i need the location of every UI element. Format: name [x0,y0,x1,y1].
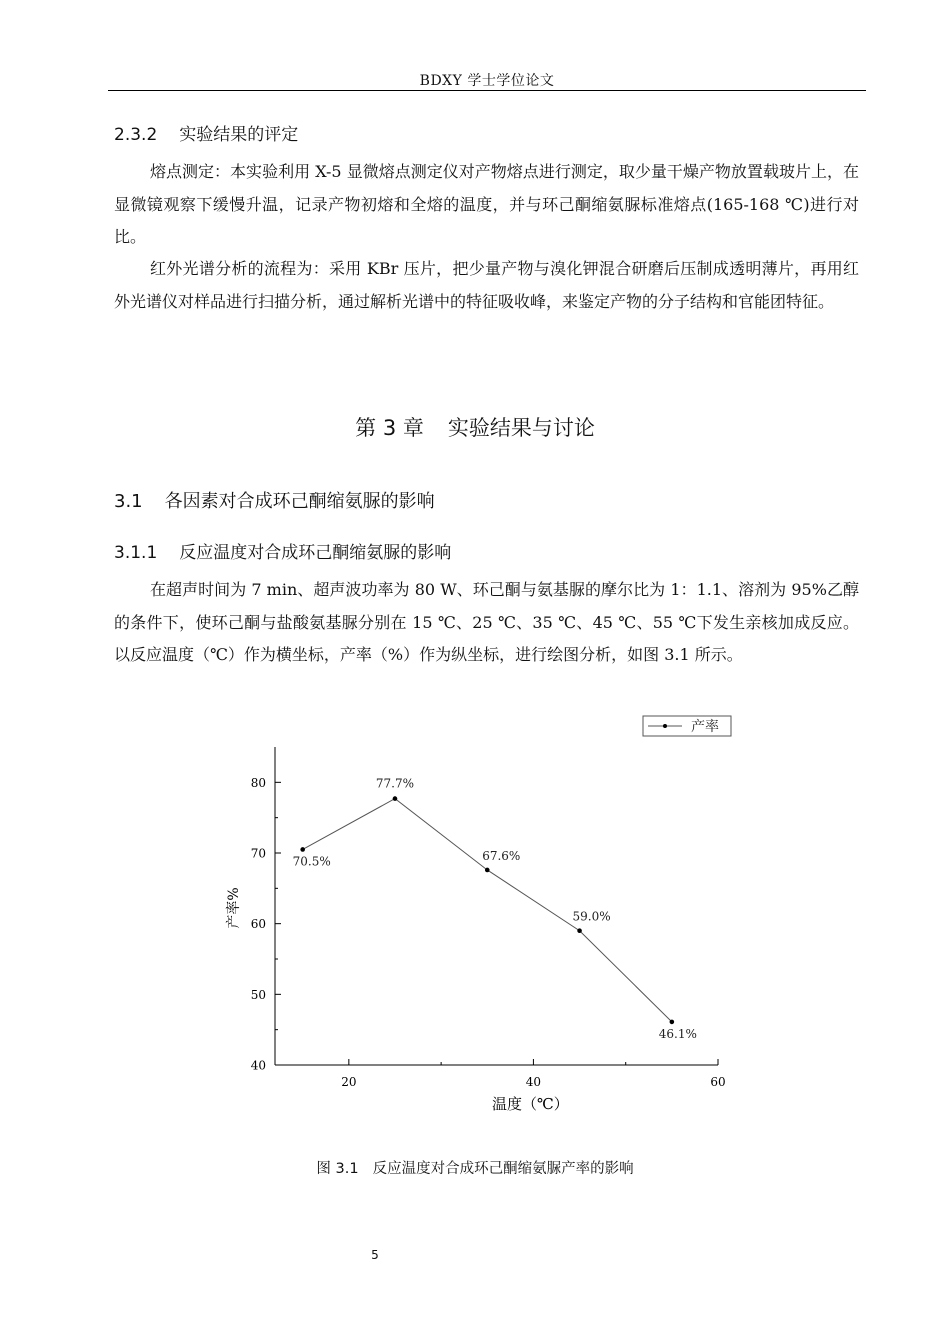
figure-number: 图 3.1 [316,1161,359,1177]
data-point [485,868,490,873]
chart-axes [225,747,718,1113]
section-number: 3.1.1 [114,543,158,563]
page-number: 5 [371,1248,379,1262]
figure-caption [0,1157,950,1178]
y-tick-label: 50 [250,987,266,1002]
data-point [577,928,582,933]
paragraph-ir-spectrum: 红外光谱分析的流程为：采用 KBr 压片，把少量产物与溴化钾混合研磨后压制成透明薄片，再用红外光谱仪对样品进行扫描分析，通过解析光谱中的特征吸收峰，来鉴定产物的分子结构和官能团特征。 [114,259,859,311]
data-label: 59.0% [572,909,611,924]
x-tick-label: 60 [710,1075,726,1089]
x-axis-label: 温度（℃） [492,1095,569,1113]
chart-series [293,777,697,1041]
paragraph-temperature: 在超声时间为 7 min、超声波功率为 80 W、环己酮与氨基脲的摩尔比为 1：1.1、溶剂为 95%乙醇的条件下，使环己酮与盐酸氨基脲分别在 15 ℃、25 ℃、35 ℃、45 ℃、55 ℃下发生亲核加成反应。以反应温度（℃）作为横坐标，产率（%）作为纵坐标，进行绘图分析，如图 3.1 所示。 [114,580,859,664]
figure-caption-text: 反应温度对合成环己酮缩氨脲产率的影响 [372,1161,634,1177]
legend-marker [663,724,667,728]
chapter-number: 第 3 章 [355,416,424,440]
data-label: 70.5% [292,854,331,869]
y-tick-label: 70 [250,846,266,861]
section-title: 反应温度对合成环己酮缩氨脲的影响 [179,543,452,563]
data-label: 46.1% [658,1026,697,1041]
data-label: 77.7% [375,776,415,791]
y-axis-label: 产率% [226,887,242,929]
chapter-title: 实验结果与讨论 [447,416,595,440]
section-number: 2.3.2 [114,125,158,145]
data-point [300,847,305,852]
y-tick-label: 60 [250,917,266,932]
x-tick-label: 20 [341,1075,357,1089]
section-title: 实验结果的评定 [179,125,299,145]
data-label: 67.6% [482,848,521,863]
x-tick-label: 40 [525,1075,542,1089]
legend-label: 产率 [691,719,719,735]
series-line-yield [303,799,672,1022]
page-header: BDXY 学士学位论文 [419,73,555,89]
y-tick-label: 80 [250,775,266,790]
y-tick-label: 40 [250,1058,266,1073]
paragraph-melting-point: 熔点测定：本实验利用 X-5 显微熔点测定仪对产物熔点进行测定，取少量干燥产物放置载玻片上，在显微镜观察下缓慢升温，记录产物初熔和全熔的温度，并与环己酮缩氨脲标准熔点(165-168 ℃)进行对比。 [114,162,859,246]
data-point [393,796,398,801]
chart-legend [643,716,731,736]
chart-ticks [251,776,726,1089]
data-point [670,1020,675,1025]
section-number: 3.1 [114,491,143,512]
section-title: 各因素对合成环己酮缩氨脲的影响 [164,491,435,512]
